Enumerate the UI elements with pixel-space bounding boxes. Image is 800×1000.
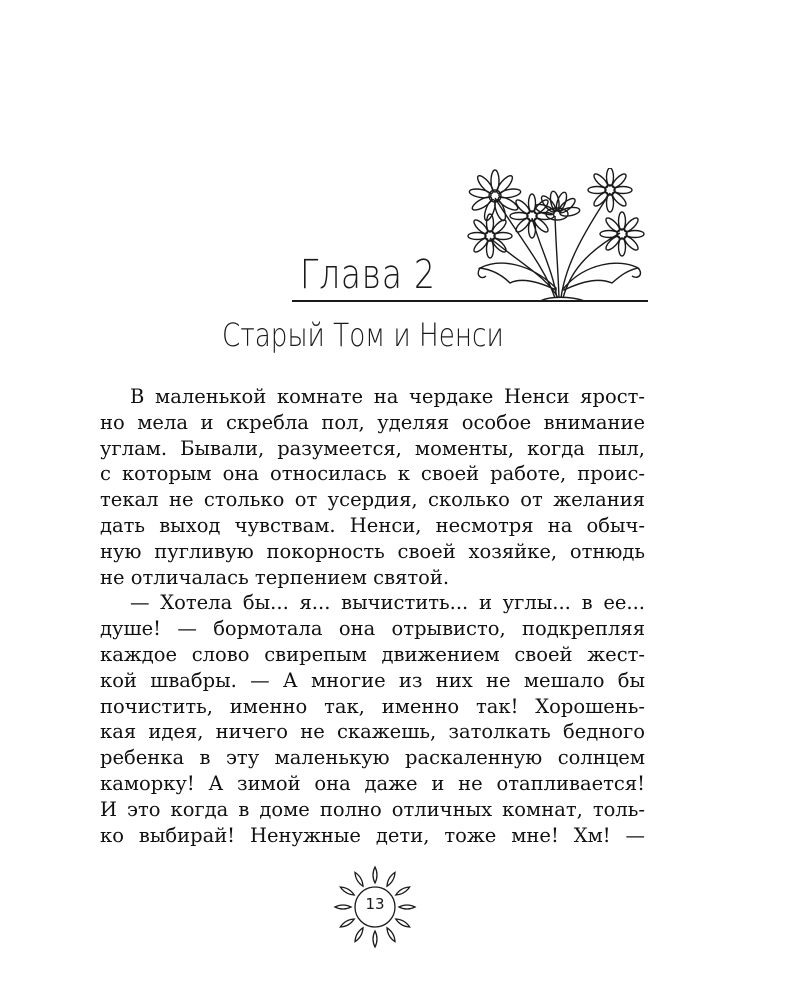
text-line: каморку! А зимой она даже и не отапливается! — [100, 771, 645, 795]
text-line: — Хотела бы... я... вычистить... и углы... в ее... — [130, 591, 645, 615]
text-line: каждое слово свирепым движением своей жест- — [100, 642, 645, 666]
text-line: ребенка в эту маленькую раскаленную солнцем — [100, 746, 645, 770]
text-line: кая идея, ничего не скажешь, затолкать бедного — [100, 720, 645, 744]
text-line: душе! — бормотала она отрывисто, подкрепляя — [100, 617, 645, 641]
daisies-illustration-icon — [460, 168, 660, 308]
text-line: текал не столько от усердия, сколько от желания — [100, 488, 645, 512]
page-number-ornament — [320, 865, 430, 955]
chapter-subtitle: Старый Том и Ненси — [222, 316, 504, 354]
text-line: кой швабры. — А многие из них не мешало бы — [100, 668, 645, 692]
text-line: И это когда в доме полно отличных комнат, толь- — [100, 797, 645, 821]
text-line: дать выход чувствам. Ненси, несмотря на обыч- — [100, 513, 645, 537]
text-line: В маленькой комнате на чердаке Ненси ярост- — [130, 385, 645, 408]
text-line: ко выбирай! Ненужные дети, тоже мне! Хм! — — [100, 823, 645, 847]
text-line: углам. Бывали, разумеется, моменты, когда пыл, — [100, 436, 645, 460]
title-underline — [292, 300, 648, 302]
text-line: но мела и скребла пол, уделяя особое внимание — [100, 410, 645, 434]
text-line: почистить, именно так, именно так! Хорошень- — [100, 694, 645, 718]
text-line: ную пугливую покорность своей хозяйке, отнюдь — [100, 539, 645, 563]
text-line: не отличалась терпением святой. — [100, 565, 450, 589]
page-number: 13 — [365, 895, 385, 913]
text-line: с которым она относилась к своей работе, проис- — [100, 462, 645, 486]
chapter-title: Глава 2 — [300, 252, 436, 298]
body-text — [100, 384, 645, 848]
